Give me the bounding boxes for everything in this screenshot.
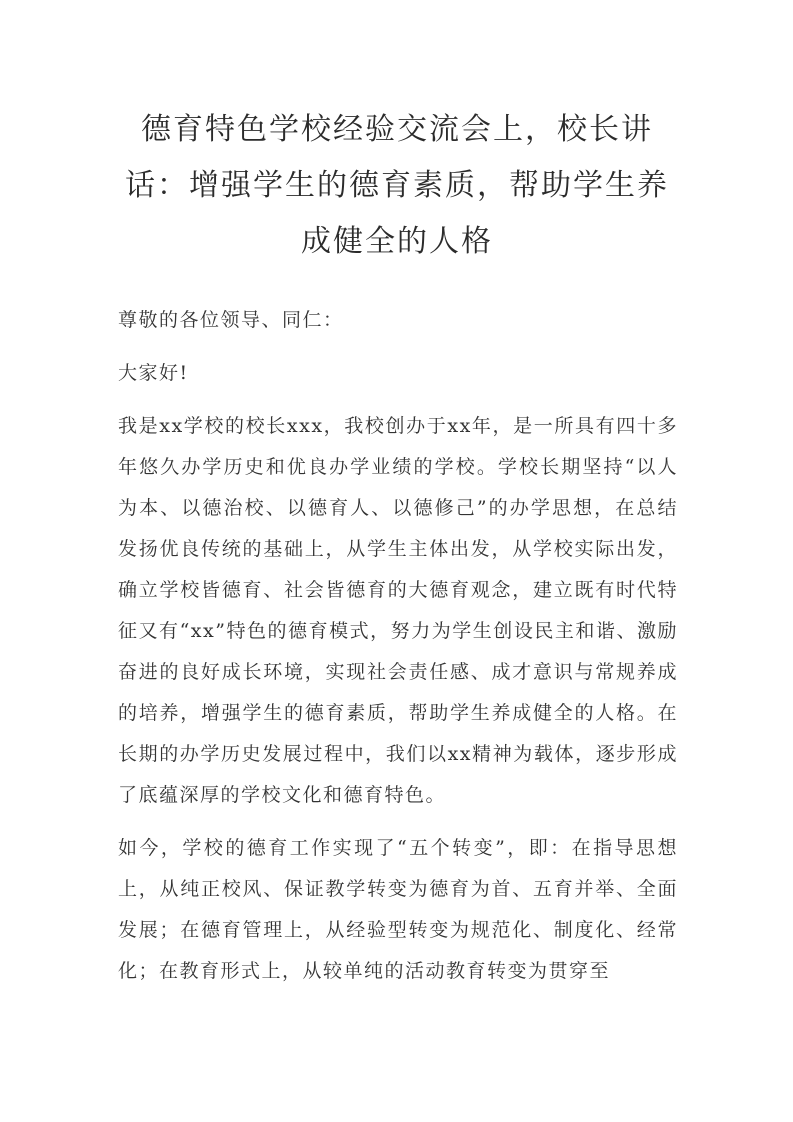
document-title: 德育特色学校经验交流会上，校长讲话：增强学生的德育素质，帮助学生养成健全的人格 xyxy=(125,112,669,259)
document-body xyxy=(118,300,678,1004)
salutation-paragraph: 尊敬的各位领导、同仁： xyxy=(118,309,344,331)
greeting-paragraph: 大家好! xyxy=(118,362,189,384)
introduction-paragraph: 我是xx学校的校长xxx，我校创办于xx年，是一所具有四十多年悠久办学历史和优良办学业绩的学校。学校长期坚持“以人为本、以德治校、以德育人、以德修己”的办学思想，在总结发扬优良传统的基础上，从学生主体出发，从学校实际出发，确立学校皆德育、社会皆德育的大德育观念，建立既有时代特征又有“xx”特色的德育模式，努力为学生创设民主和谐、激励奋进的良好成长环境，实现社会责任感、成才意识与常规养成的培养，增强学生的德育素质，帮助学生养成健全的人格。在长期的办学历史发展过程中，我们以xx精神为载体，逐步形成了底蕴深厚的学校文化和德育特色。 xyxy=(118,415,678,806)
five-changes-paragraph: 如今，学校的德育工作实现了“五个转变”，即：在指导思想上，从纯正校风、保证教学转变为德育为首、五育并举、全面发展；在德育管理上，从经验型转变为规范化、制度化、经常化；在教育形式上，从较单纯的活动教育转变为贯穿至 xyxy=(118,837,678,982)
